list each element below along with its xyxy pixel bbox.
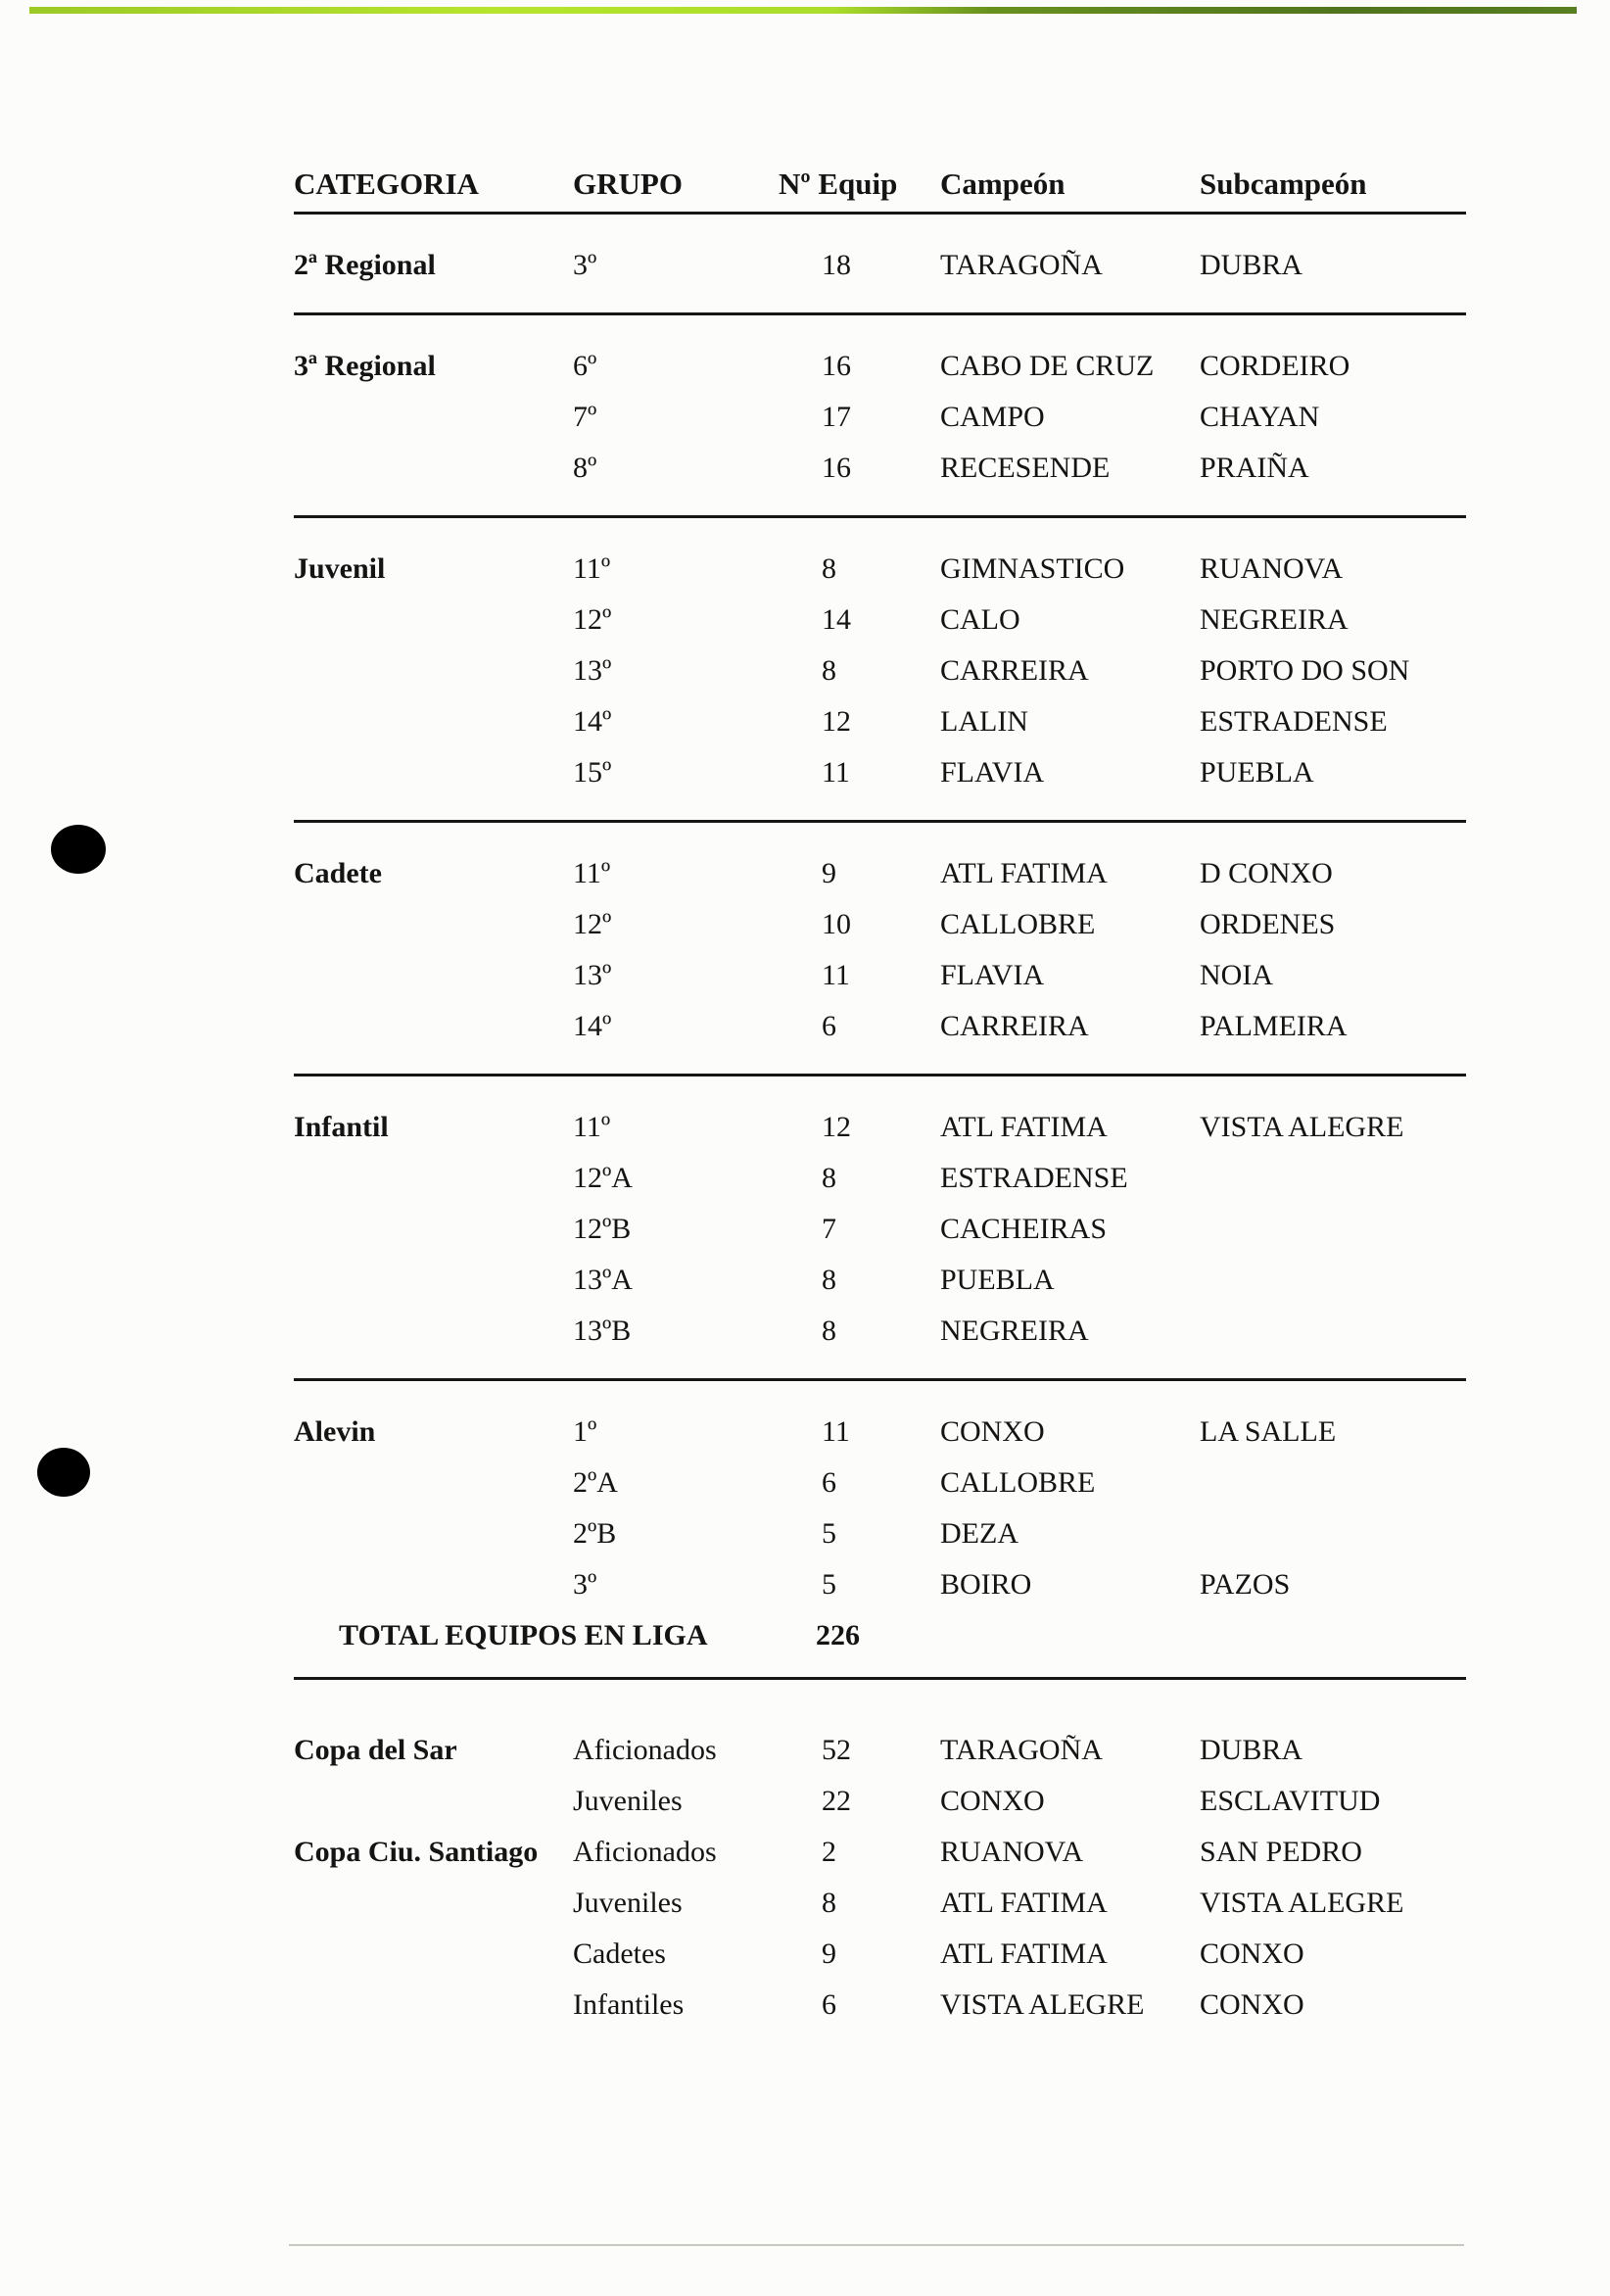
n-equip-cell: 11 — [822, 756, 850, 789]
campeon-cell: CAMPO — [940, 401, 1045, 433]
table-header-row — [294, 165, 1466, 215]
col-header-n-equip: Nº Equip — [779, 167, 898, 201]
campeon-cell: CALO — [940, 603, 1020, 636]
n-equip-cell: 17 — [822, 401, 851, 433]
campeon-cell: ATL FATIMA — [940, 1111, 1108, 1143]
n-equip-cell: 5 — [822, 1568, 836, 1601]
subcampeon-cell: ESCLAVITUD — [1200, 1785, 1381, 1817]
table-row — [294, 240, 1466, 291]
n-equip-cell: 8 — [822, 552, 836, 585]
table-row — [294, 1407, 1466, 1458]
campeon-cell: CALLOBRE — [940, 908, 1096, 940]
table-row — [294, 1776, 1466, 1827]
n-equip-cell: 52 — [822, 1734, 851, 1766]
cups-table — [294, 1725, 1466, 2031]
campeon-cell: DEZA — [940, 1517, 1018, 1550]
total-value: 226 — [816, 1619, 860, 1651]
grupo-cell: 8º — [573, 452, 597, 484]
categoria-label — [294, 646, 573, 696]
grupo-cell: 12º — [573, 603, 612, 636]
campeon-cell: GIMNASTICO — [940, 552, 1125, 585]
subcampeon-cell: PUEBLA — [1200, 756, 1314, 789]
section-juvenil — [294, 544, 1466, 823]
section-cadete — [294, 848, 1466, 1076]
grupo-cell: 3º — [573, 249, 597, 281]
subcampeon-cell: PALMEIRA — [1200, 1010, 1348, 1042]
campeon-cell: ATL FATIMA — [940, 1937, 1108, 1970]
table-row — [294, 1458, 1466, 1508]
n-equip-cell: 8 — [822, 654, 836, 687]
col-header-categoria: CATEGORIA — [294, 167, 479, 201]
n-equip-cell: 6 — [822, 1466, 836, 1499]
subcampeon-cell: DUBRA — [1200, 1734, 1303, 1766]
campeon-cell: RUANOVA — [940, 1836, 1084, 1868]
categoria-label: Juvenil — [294, 552, 386, 585]
table-row — [294, 1001, 1466, 1052]
categoria-label — [294, 1559, 573, 1610]
categoria-label — [294, 747, 573, 798]
campeon-cell: ESTRADENSE — [940, 1162, 1128, 1194]
n-equip-cell: 16 — [822, 350, 851, 382]
subcampeon-cell — [1200, 1204, 1466, 1255]
grupo-cell: 6º — [573, 350, 597, 382]
categoria-label: 2ª Regional — [294, 249, 436, 281]
section-3a-regional — [294, 341, 1466, 518]
table-row — [294, 544, 1466, 595]
n-equip-cell: 11 — [822, 959, 850, 991]
subcampeon-cell: VISTA ALEGRE — [1200, 1111, 1404, 1143]
subcampeon-cell: RUANOVA — [1200, 552, 1344, 585]
subcampeon-cell — [1200, 1458, 1466, 1508]
table-row — [294, 1153, 1466, 1204]
categoria-label — [294, 1508, 573, 1559]
campeon-cell: RECESENDE — [940, 452, 1111, 484]
grupo-cell: 15º — [573, 756, 612, 789]
grupo-cell: Aficionados — [573, 1836, 717, 1868]
n-equip-cell: 12 — [822, 1111, 851, 1143]
campeon-cell: CACHEIRAS — [940, 1213, 1108, 1245]
subcampeon-cell — [1200, 1153, 1466, 1204]
grupo-cell: 2ºA — [573, 1466, 618, 1499]
categoria-label — [294, 1980, 573, 2031]
grupo-cell: 11º — [573, 857, 611, 889]
section-2a-regional — [294, 240, 1466, 315]
subcampeon-cell: SAN PEDRO — [1200, 1836, 1362, 1868]
categoria-label — [294, 1306, 573, 1357]
table-row — [294, 696, 1466, 747]
campeon-cell: CALLOBRE — [940, 1466, 1096, 1499]
campeon-cell: BOIRO — [940, 1568, 1032, 1601]
n-equip-cell: 9 — [822, 1937, 836, 1970]
categoria-label — [294, 1878, 573, 1929]
n-equip-cell: 9 — [822, 857, 836, 889]
campeon-cell: FLAVIA — [940, 959, 1045, 991]
categoria-label: Alevin — [294, 1415, 376, 1448]
n-equip-cell: 5 — [822, 1517, 836, 1550]
subcampeon-cell: CONXO — [1200, 1937, 1304, 1970]
categoria-label — [294, 1153, 573, 1204]
grupo-cell: 13ºB — [573, 1315, 632, 1347]
grupo-cell: 13º — [573, 654, 612, 687]
table-row — [294, 747, 1466, 798]
categoria-label — [294, 1204, 573, 1255]
categoria-label — [294, 899, 573, 950]
categoria-label — [294, 950, 573, 1001]
table-row — [294, 1508, 1466, 1559]
n-equip-cell: 8 — [822, 1315, 836, 1347]
table-row — [294, 1559, 1466, 1610]
hole-punch-dot — [37, 1448, 90, 1497]
col-header-subcampeon: Subcampeón — [1200, 167, 1367, 201]
grupo-cell: 12º — [573, 908, 612, 940]
grupo-cell: 13ºA — [573, 1264, 633, 1296]
campeon-cell: CONXO — [940, 1415, 1045, 1448]
n-equip-cell: 7 — [822, 1213, 836, 1245]
total-divider — [294, 1677, 1466, 1680]
n-equip-cell: 8 — [822, 1887, 836, 1919]
grupo-cell: 14º — [573, 705, 612, 738]
subcampeon-cell — [1200, 1255, 1466, 1306]
table-row — [294, 899, 1466, 950]
table-row — [294, 1878, 1466, 1929]
section-divider — [294, 820, 1466, 823]
table-row — [294, 595, 1466, 646]
grupo-cell: 3º — [573, 1568, 597, 1601]
grupo-cell: 12ºB — [573, 1213, 632, 1245]
grupo-cell: 7º — [573, 401, 597, 433]
table-row — [294, 1255, 1466, 1306]
categoria-label: Cadete — [294, 857, 382, 889]
league-results-table — [294, 165, 1466, 2031]
campeon-cell: ATL FATIMA — [940, 857, 1108, 889]
subcampeon-cell: CHAYAN — [1200, 401, 1320, 433]
campeon-cell: ATL FATIMA — [940, 1887, 1108, 1919]
categoria-label — [294, 1776, 573, 1827]
subcampeon-cell: LA SALLE — [1200, 1415, 1337, 1448]
subcampeon-cell: CONXO — [1200, 1988, 1304, 2021]
n-equip-cell: 16 — [822, 452, 851, 484]
grupo-cell: 13º — [573, 959, 612, 991]
categoria-label: Infantil — [294, 1111, 389, 1143]
col-header-grupo: GRUPO — [573, 167, 683, 201]
table-row — [294, 848, 1466, 899]
n-equip-cell: 8 — [822, 1162, 836, 1194]
subcampeon-cell: ORDENES — [1200, 908, 1336, 940]
categoria-label: Copa Ciu. Santiago — [294, 1836, 539, 1868]
table-row — [294, 1827, 1466, 1878]
table-row — [294, 1306, 1466, 1357]
n-equip-cell: 8 — [822, 1264, 836, 1296]
table-row — [294, 443, 1466, 494]
grupo-cell: Juveniles — [573, 1887, 683, 1919]
col-header-campeon: Campeón — [940, 167, 1065, 201]
top-accent-line — [29, 7, 1577, 14]
table-row — [294, 1102, 1466, 1153]
n-equip-cell: 11 — [822, 1415, 850, 1448]
n-equip-cell: 22 — [822, 1785, 851, 1817]
grupo-cell: 14º — [573, 1010, 612, 1042]
campeon-cell: PUEBLA — [940, 1264, 1055, 1296]
n-equip-cell: 2 — [822, 1836, 836, 1868]
campeon-cell: CARREIRA — [940, 1010, 1089, 1042]
subcampeon-cell: NEGREIRA — [1200, 603, 1349, 636]
subcampeon-cell: CORDEIRO — [1200, 350, 1350, 382]
campeon-cell: TARAGOÑA — [940, 249, 1103, 281]
categoria-label — [294, 1001, 573, 1052]
grupo-cell: 12ºA — [573, 1162, 633, 1194]
grupo-cell: 11º — [573, 1111, 611, 1143]
table-row — [294, 646, 1466, 696]
grupo-cell: Aficionados — [573, 1734, 717, 1766]
subcampeon-cell: DUBRA — [1200, 249, 1303, 281]
section-infantil — [294, 1102, 1466, 1381]
subcampeon-cell: ESTRADENSE — [1200, 705, 1388, 738]
empty-cell — [940, 1610, 1200, 1661]
table-row — [294, 1980, 1466, 2031]
n-equip-cell: 18 — [822, 249, 851, 281]
section-divider — [294, 1378, 1466, 1381]
subcampeon-cell: PORTO DO SON — [1200, 654, 1410, 687]
grupo-cell: Juveniles — [573, 1785, 683, 1817]
n-equip-cell: 12 — [822, 705, 851, 738]
table-row — [294, 1929, 1466, 1980]
n-equip-cell: 10 — [822, 908, 851, 940]
campeon-cell: CONXO — [940, 1785, 1045, 1817]
subcampeon-cell — [1200, 1508, 1466, 1559]
categoria-label — [294, 443, 573, 494]
campeon-cell: CABO DE CRUZ — [940, 350, 1155, 382]
section-divider — [294, 515, 1466, 518]
categoria-label — [294, 1929, 573, 1980]
campeon-cell: CARREIRA — [940, 654, 1089, 687]
table-row — [294, 950, 1466, 1001]
subcampeon-cell: PRAIÑA — [1200, 452, 1309, 484]
grupo-cell: Cadetes — [573, 1937, 666, 1970]
subcampeon-cell: D CONXO — [1200, 857, 1333, 889]
categoria-label: 3ª Regional — [294, 350, 436, 382]
categoria-label — [294, 1458, 573, 1508]
campeon-cell: LALIN — [940, 705, 1028, 738]
categoria-label — [294, 1255, 573, 1306]
table-row — [294, 1725, 1466, 1776]
subcampeon-cell: NOIA — [1200, 959, 1273, 991]
categoria-label — [294, 595, 573, 646]
grupo-cell: 1º — [573, 1415, 597, 1448]
categoria-label — [294, 392, 573, 443]
categoria-label — [294, 696, 573, 747]
categoria-label: Copa del Sar — [294, 1734, 457, 1766]
n-equip-cell: 14 — [822, 603, 851, 636]
campeon-cell: VISTA ALEGRE — [940, 1988, 1145, 2021]
section-divider — [294, 1074, 1466, 1076]
bottom-rule — [289, 2244, 1464, 2246]
n-equip-cell: 6 — [822, 1010, 836, 1042]
grupo-cell: Infantiles — [573, 1988, 685, 2021]
table-row — [294, 1204, 1466, 1255]
empty-cell — [1200, 1610, 1466, 1661]
campeon-cell: TARAGOÑA — [940, 1734, 1103, 1766]
subcampeon-cell: PAZOS — [1200, 1568, 1291, 1601]
section-divider — [294, 312, 1466, 315]
total-label: TOTAL EQUIPOS EN LIGA — [339, 1619, 708, 1651]
subcampeon-cell — [1200, 1306, 1466, 1357]
table-row — [294, 341, 1466, 392]
section-alevin — [294, 1407, 1466, 1610]
total-row — [294, 1610, 1466, 1661]
hole-punch-dot — [51, 825, 106, 874]
campeon-cell: NEGREIRA — [940, 1315, 1089, 1347]
table-row — [294, 392, 1466, 443]
grupo-cell: 2ºB — [573, 1517, 617, 1550]
grupo-cell: 11º — [573, 552, 611, 585]
campeon-cell: FLAVIA — [940, 756, 1045, 789]
subcampeon-cell: VISTA ALEGRE — [1200, 1887, 1404, 1919]
n-equip-cell: 6 — [822, 1988, 836, 2021]
